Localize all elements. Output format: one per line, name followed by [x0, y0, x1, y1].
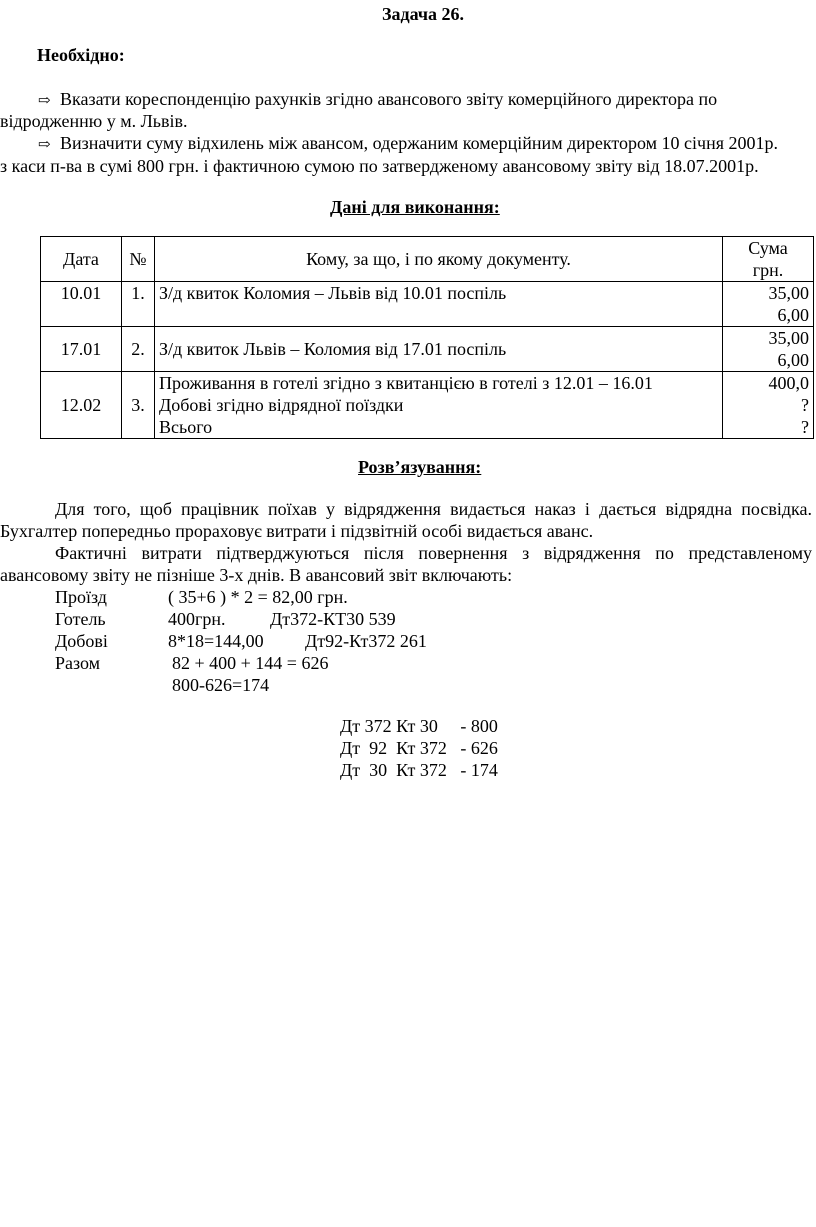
calc-expr: 8*18=144,00: [168, 631, 264, 651]
calc-expr: ( 35+6 ) * 2 = 82,00 грн.: [168, 587, 348, 607]
header-date: Дата: [41, 237, 122, 282]
paragraph-1: Для того, щоб працівник поїхав у відрядження видається наказ і дається відрядна посвідка. Бухгалтер попередньо прораховує витрати і підзвітній особі видається аванс.: [0, 499, 812, 541]
cell-desc-line: Всього: [159, 417, 213, 437]
data-heading: Дані для виконання:: [330, 197, 500, 217]
calc-expr: 400грн.: [168, 609, 226, 629]
cell-sum-line: 35,00: [768, 283, 809, 303]
cell-sum-line: 6,00: [777, 305, 809, 325]
cell-date: 12.02: [41, 372, 122, 439]
cell-desc-line: Проживання в готелі згідно з квитанцією в готелі з 12.01 – 16.01: [159, 373, 653, 393]
cell-date: 17.01: [41, 327, 122, 372]
task-1: [0, 88, 812, 112]
header-sum-line-2: грн.: [752, 260, 784, 280]
cell-desc-line: З/д квиток Львів – Коломия від 17.01 поспіль: [159, 339, 507, 359]
required-heading: Необхідно:: [37, 45, 125, 65]
cell-sum-line: ?: [801, 417, 809, 437]
header-num: №: [122, 237, 155, 282]
cell-num: 3.: [122, 372, 155, 439]
table-row: [41, 372, 814, 439]
arrow-bullet-icon: ⇨: [38, 137, 51, 153]
solution-heading: Розв’язування:: [358, 457, 482, 477]
cell-desc: [155, 282, 723, 327]
cell-sum: [723, 327, 814, 372]
task-1-line-1: Вказати кореспонденцію рахунків згідно авансового звіту комерційного директора по: [60, 89, 718, 109]
header-sum: [723, 237, 814, 282]
calc-entry: Дт92-Кт372 261: [305, 631, 427, 651]
arrow-bullet-icon: ⇨: [38, 93, 51, 109]
calc-expr: 82 + 400 + 144 = 626: [172, 653, 329, 673]
posting-line: Дт 30 Кт 372 - 174: [340, 760, 498, 780]
cell-desc-line: З/д квиток Коломия – Львів від 10.01 поспіль: [159, 283, 507, 303]
task-2-line-2: з каси п-ва в сумі 800 грн. і фактичною сумою по затвердженому авансовому звіту від 18.07.2001р.: [0, 156, 759, 176]
cell-sum: [723, 282, 814, 327]
cell-desc: [155, 327, 723, 372]
table-row: [41, 327, 814, 372]
cell-sum-line: 35,00: [768, 328, 809, 348]
task-2-line-1: Визначити суму відхилень між авансом, одержаним комерційним директором 10 січня 2001р.: [60, 133, 779, 153]
table-header-row: [41, 237, 814, 282]
cell-sum-line: 400,0: [768, 373, 809, 393]
calc-expr: 800-626=174: [172, 675, 270, 695]
cell-desc: [155, 372, 723, 439]
calc-label: Добові: [55, 631, 108, 651]
posting-line: Дт 372 Кт 30 - 800: [340, 716, 498, 736]
page-title: Задача 26.: [381, 4, 465, 24]
header-desc: Кому, за що, і по якому документу.: [155, 237, 723, 282]
paragraph-2: Фактичні витрати підтверджуються після повернення з відрядження по представленому авансовому звіту не пізніше 3-х днів. В авансовий звіт включають:: [0, 543, 812, 585]
posting-line: Дт 92 Кт 372 - 626: [340, 738, 498, 758]
cell-date: 10.01: [41, 282, 122, 327]
task-2: [0, 132, 812, 156]
expense-table: [40, 236, 814, 439]
cell-desc-line: Добові згідно відрядної поїздки: [159, 395, 404, 415]
cell-sum-line: 6,00: [777, 350, 809, 370]
cell-sum-line: ?: [801, 395, 809, 415]
cell-sum: [723, 372, 814, 439]
calc-entry: Дт372-КТ30 539: [270, 609, 396, 629]
table-row: [41, 282, 814, 327]
task-1-line-2: відродженню у м. Львів.: [0, 111, 188, 131]
cell-num: 1.: [122, 282, 155, 327]
cell-num: 2.: [122, 327, 155, 372]
calc-label: Готель: [55, 609, 106, 629]
calc-label: Проїзд: [55, 587, 107, 607]
calc-label: Разом: [55, 653, 101, 673]
header-sum-line-1: Сума: [748, 238, 788, 258]
